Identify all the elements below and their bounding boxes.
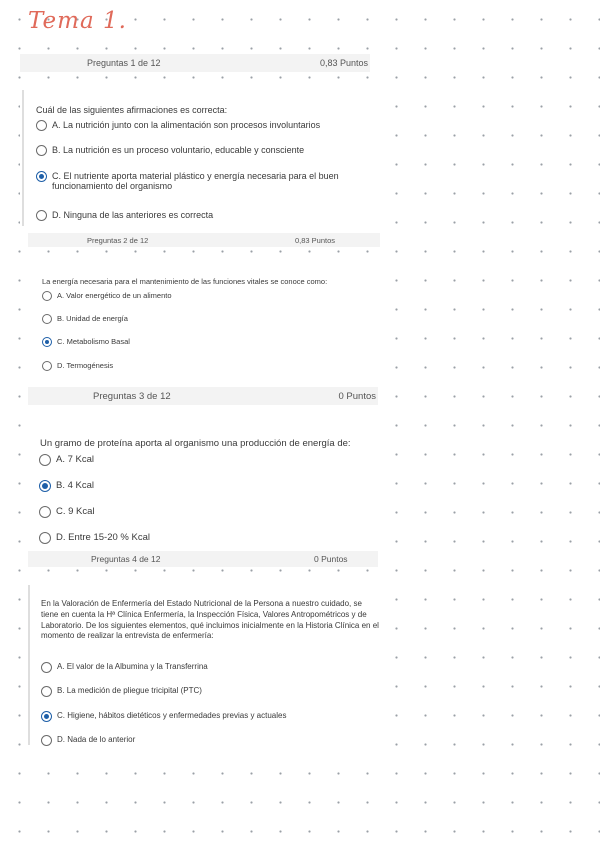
radio-button[interactable] bbox=[39, 532, 51, 544]
radio-button[interactable] bbox=[42, 337, 52, 347]
option-label: A. El valor de la Albumina y la Transferrina bbox=[57, 662, 208, 671]
option-c[interactable] bbox=[36, 171, 371, 191]
question-points: 0 Puntos bbox=[338, 390, 376, 402]
radio-button[interactable] bbox=[42, 361, 52, 371]
option-label: B. Unidad de energía bbox=[57, 314, 128, 323]
option-label: C. El nutriente aporta material plástico y energía necesaria para el buen funcionamiento del organismo bbox=[52, 171, 339, 191]
option-d[interactable] bbox=[41, 735, 376, 746]
radio-button[interactable] bbox=[36, 171, 47, 182]
option-d[interactable] bbox=[42, 361, 377, 371]
left-border bbox=[22, 90, 24, 226]
option-b[interactable] bbox=[42, 314, 377, 324]
option-c[interactable] bbox=[42, 337, 377, 347]
option-c[interactable] bbox=[39, 506, 374, 518]
question-header bbox=[28, 551, 378, 567]
question-number: Preguntas 3 de 12 bbox=[93, 390, 171, 402]
radio-button[interactable] bbox=[36, 210, 47, 221]
radio-button[interactable] bbox=[42, 314, 52, 324]
option-a[interactable] bbox=[36, 120, 371, 131]
question-number: Preguntas 2 de 12 bbox=[87, 235, 149, 245]
question-text: La energía necesaria para el mantenimiento de las funciones vitales se conoce como: bbox=[42, 277, 328, 286]
option-b[interactable] bbox=[36, 145, 371, 156]
option-d[interactable] bbox=[36, 210, 371, 221]
question-header bbox=[28, 387, 378, 405]
radio-button[interactable] bbox=[41, 662, 52, 673]
option-label: B. La nutrición es un proceso voluntario, educable y consciente bbox=[52, 145, 305, 155]
option-label: B. 4 Kcal bbox=[56, 480, 95, 491]
question-text: Cuál de las siguientes afirmaciones es correcta: bbox=[36, 105, 228, 115]
option-label: B. La medición de pliegue tricipital (PTC) bbox=[57, 686, 202, 695]
left-border bbox=[28, 585, 30, 745]
question-text: En la Valoración de Enfermería del Estado Nutricional de la Persona a nuestro cuidado, se tiene en cuenta la Hª Clínica Enfermería, la Inspección Física, Valores Antropométricos y de Laboratorio. De los siguientes elementos, qué incluimos inicialmente en la Historia Clínica en el momento de realizar la entrevista de enfermería: bbox=[41, 599, 379, 641]
option-label: D. Entre 15-20 % Kcal bbox=[56, 532, 150, 543]
option-label: A. 7 Kcal bbox=[56, 454, 95, 465]
question-header bbox=[28, 233, 380, 247]
option-label: A. La nutrición junto con la alimentación son procesos involuntarios bbox=[52, 120, 321, 130]
radio-button[interactable] bbox=[36, 145, 47, 156]
handwritten-heading: Tema 1. bbox=[28, 8, 127, 34]
option-a[interactable] bbox=[41, 662, 376, 673]
question-number: Preguntas 1 de 12 bbox=[87, 58, 161, 68]
option-b[interactable] bbox=[41, 686, 376, 697]
option-label: C. 9 Kcal bbox=[56, 506, 95, 517]
option-label: C. Higiene, hábitos dietéticos y enfermedades previas y actuales bbox=[57, 711, 287, 720]
option-label: C. Metabolismo Basal bbox=[57, 337, 130, 346]
option-label: A. Valor energético de un alimento bbox=[57, 291, 172, 300]
radio-button[interactable] bbox=[42, 291, 52, 301]
option-a[interactable] bbox=[39, 454, 374, 466]
radio-button[interactable] bbox=[39, 480, 51, 492]
radio-button[interactable] bbox=[41, 711, 52, 722]
option-d[interactable] bbox=[39, 532, 374, 544]
question-points: 0 Puntos bbox=[314, 554, 348, 564]
question-number: Preguntas 4 de 12 bbox=[91, 554, 161, 564]
radio-button[interactable] bbox=[41, 735, 52, 746]
radio-button[interactable] bbox=[41, 686, 52, 697]
option-label: D. Termogénesis bbox=[57, 361, 114, 370]
question-header bbox=[20, 54, 370, 72]
option-a[interactable] bbox=[42, 291, 377, 301]
option-label: D. Ninguna de las anteriores es correcta bbox=[52, 210, 214, 220]
radio-button[interactable] bbox=[39, 454, 51, 466]
question-points: 0,83 Puntos bbox=[319, 58, 368, 68]
option-label: D. Nada de lo anterior bbox=[57, 735, 136, 744]
radio-button[interactable] bbox=[39, 506, 51, 518]
option-c[interactable] bbox=[41, 711, 376, 722]
option-b[interactable] bbox=[39, 480, 374, 492]
question-text: Un gramo de proteína aporta al organismo una producción de energía de: bbox=[40, 438, 351, 449]
question-points: 0,83 Puntos bbox=[295, 235, 336, 245]
radio-button[interactable] bbox=[36, 120, 47, 131]
